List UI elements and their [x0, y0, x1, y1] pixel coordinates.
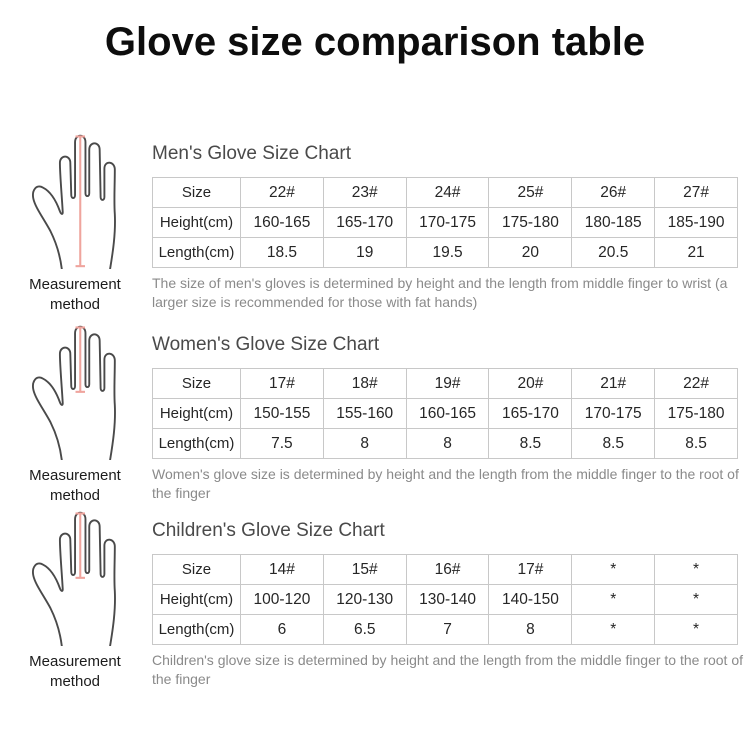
table-cell: 130-140: [406, 585, 489, 615]
table-cell: 22#: [655, 369, 738, 399]
table-row: [153, 178, 738, 208]
table-cell: 17#: [489, 555, 572, 585]
table-row: [153, 369, 738, 399]
page-title: Glove size comparison table: [104, 20, 646, 64]
table-cell: 14#: [241, 555, 324, 585]
table-cell: 22#: [241, 178, 324, 208]
measurement-method-line2: method: [49, 296, 101, 313]
row-header: Size: [153, 178, 241, 208]
row-header: Length(cm): [153, 429, 241, 459]
table-cell: 7.5: [241, 429, 324, 459]
measurement-method-label: [0, 652, 150, 692]
table-cell: 15#: [323, 555, 406, 585]
table-row: [153, 238, 738, 268]
section-mens: [0, 127, 750, 322]
row-header: Size: [153, 555, 241, 585]
table-cell: 140-150: [489, 585, 572, 615]
table-cell: 170-175: [572, 399, 655, 429]
table-cell: 185-190: [655, 208, 738, 238]
measurement-method-label: [0, 466, 150, 506]
womens-size-table: [152, 368, 738, 459]
section-description-womens: Women's glove size is determined by height and the length from the middle finger to the root of the finger: [152, 466, 739, 501]
table-cell: 18#: [323, 369, 406, 399]
table-cell: *: [572, 585, 655, 615]
table-cell: 20: [489, 238, 572, 268]
hand-measurement-illustration: [25, 318, 127, 460]
table-cell: *: [655, 555, 738, 585]
childrens-size-table: [152, 554, 738, 645]
table-row: [153, 429, 738, 459]
table-cell: 17#: [241, 369, 324, 399]
table-cell: 165-170: [323, 208, 406, 238]
row-header: Size: [153, 369, 241, 399]
table-cell: 19#: [406, 369, 489, 399]
table-cell: *: [572, 615, 655, 645]
table-cell: 27#: [655, 178, 738, 208]
measurement-method-line1: Measurement: [29, 276, 121, 293]
table-cell: 20.5: [572, 238, 655, 268]
table-cell: 8: [323, 429, 406, 459]
measurement-method-line2: method: [49, 673, 101, 690]
table-cell: 8: [489, 615, 572, 645]
measurement-line: [76, 136, 85, 266]
table-row: [153, 585, 738, 615]
table-row: [153, 208, 738, 238]
table-cell: 7: [406, 615, 489, 645]
measurement-line: [76, 327, 85, 391]
table-cell: 8.5: [572, 429, 655, 459]
section-description-childrens: Children's glove size is determined by height and the length from the middle finger to the root of the finger: [152, 652, 744, 687]
table-row: [153, 399, 738, 429]
table-cell: *: [572, 555, 655, 585]
table-cell: 8.5: [655, 429, 738, 459]
table-cell: 23#: [323, 178, 406, 208]
section-heading-womens: Women's Glove Size Chart: [152, 334, 380, 355]
table-cell: 26#: [572, 178, 655, 208]
table-row: [153, 615, 738, 645]
table-cell: *: [655, 585, 738, 615]
table-cell: 20#: [489, 369, 572, 399]
table-cell: 18.5: [241, 238, 324, 268]
measurement-method-line2: method: [49, 487, 101, 504]
table-cell: *: [655, 615, 738, 645]
hand-measurement-illustration: [25, 504, 127, 646]
table-cell: 180-185: [572, 208, 655, 238]
table-cell: 8.5: [489, 429, 572, 459]
table-cell: 6: [241, 615, 324, 645]
table-cell: 21#: [572, 369, 655, 399]
table-cell: 160-165: [406, 399, 489, 429]
table-cell: 155-160: [323, 399, 406, 429]
hand-measurement-illustration: [25, 127, 127, 269]
measurement-method-line1: Measurement: [29, 653, 121, 670]
table-cell: 25#: [489, 178, 572, 208]
row-header: Height(cm): [153, 208, 241, 238]
measurement-method-label: [0, 275, 150, 315]
table-cell: 175-180: [489, 208, 572, 238]
table-cell: 120-130: [323, 585, 406, 615]
section-description-mens: The size of men's gloves is determined by height and the length from middle finger to wrist (a larger size is recommended for those with fat hands): [152, 275, 728, 310]
measurement-line: [76, 513, 85, 577]
section-heading-childrens: Children's Glove Size Chart: [152, 520, 385, 541]
row-header: Length(cm): [153, 238, 241, 268]
table-cell: 165-170: [489, 399, 572, 429]
table-cell: 160-165: [241, 208, 324, 238]
table-row: [153, 555, 738, 585]
table-cell: 19.5: [406, 238, 489, 268]
table-cell: 16#: [406, 555, 489, 585]
table-cell: 21: [655, 238, 738, 268]
table-cell: 170-175: [406, 208, 489, 238]
table-cell: 175-180: [655, 399, 738, 429]
row-header: Height(cm): [153, 399, 241, 429]
hand-outline-icon: [25, 504, 127, 646]
row-header: Height(cm): [153, 585, 241, 615]
mens-size-table: [152, 177, 738, 268]
hand-outline-icon: [25, 318, 127, 460]
table-cell: 150-155: [241, 399, 324, 429]
table-cell: 6.5: [323, 615, 406, 645]
hand-outline-icon: [25, 127, 127, 269]
measurement-method-line1: Measurement: [29, 467, 121, 484]
row-header: Length(cm): [153, 615, 241, 645]
table-cell: 8: [406, 429, 489, 459]
section-heading-mens: Men's Glove Size Chart: [152, 143, 351, 164]
table-cell: 19: [323, 238, 406, 268]
table-cell: 100-120: [241, 585, 324, 615]
section-childrens: [0, 504, 750, 699]
table-cell: 24#: [406, 178, 489, 208]
section-womens: [0, 318, 750, 513]
